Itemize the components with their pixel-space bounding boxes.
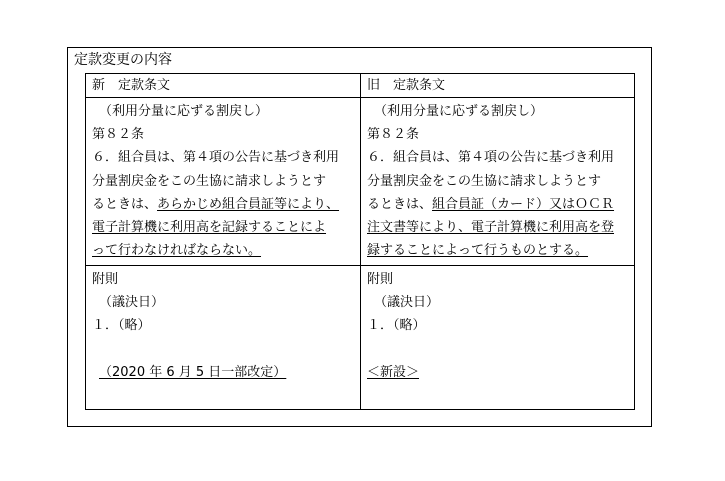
supplement-row — [86, 266, 635, 410]
old-article-heading: （利用分量に応ずる割戻し） — [374, 104, 544, 119]
new-supplement-cell — [86, 266, 361, 410]
article-row — [86, 98, 635, 266]
old-article-line-3-amended: 組合員証（カード）又はＯＣＲ — [432, 196, 615, 212]
new-article-line-3-plain: るときは、 — [92, 196, 158, 212]
old-article-line-5-amended: 録することによって行うものとする。 — [367, 243, 589, 259]
new-article-line-5-amended: って行わなければならない。 — [92, 243, 262, 259]
new-article-line-4-amended: 電子計算機に利用高を記録することによ — [92, 220, 327, 236]
old-article-line-1: ６．組合員は、第４項の公告に基づき利用 — [367, 150, 615, 166]
new-column-header: 新 定款条文 — [86, 74, 361, 98]
new-article-heading: （利用分量に応ずる割戻し） — [99, 104, 269, 119]
old-article-line-2: 分量割戻金をこの生協に請求しようとす — [367, 173, 602, 189]
spacer — [367, 338, 628, 361]
old-article-line-3 — [367, 193, 628, 216]
comparison-table — [85, 73, 635, 410]
new-article-line-2: 分量割戻金をこの生協に請求しようとす — [92, 173, 327, 189]
amendment-frame — [67, 47, 652, 427]
new-supplement-heading: 附則 — [92, 272, 119, 287]
table-header-row — [86, 74, 635, 98]
old-supplement-item: １．（略） — [367, 318, 426, 334]
section-title: 定款変更の内容 — [74, 52, 172, 68]
old-supplement-cell — [361, 266, 635, 410]
spacer — [92, 338, 354, 361]
old-article-line-3-plain: るときは、 — [367, 196, 433, 212]
old-article-cell — [361, 98, 635, 266]
new-supplement-item: １．（略） — [92, 318, 151, 334]
old-column-header: 旧 定款条文 — [361, 74, 635, 98]
old-article-number: 第８２条 — [367, 127, 420, 143]
old-supplement-heading: 附則 — [367, 272, 394, 287]
old-article-line-4-amended: 注文書等により、電子計算機に利用高を登 — [367, 220, 615, 236]
new-article-number: 第８２条 — [92, 127, 145, 143]
new-article-line-3 — [92, 193, 354, 216]
old-supplement-subheading: （議決日） — [374, 295, 440, 311]
new-article-line-3-amended: あらかじめ組合員証等により、 — [157, 196, 340, 212]
new-article-cell — [86, 98, 361, 266]
new-supplement-subheading: （議決日） — [99, 295, 165, 311]
old-supplement-new-note: ＜新設＞ — [367, 364, 420, 380]
new-article-line-1: ６．組合員は、第４項の公告に基づき利用 — [92, 150, 340, 166]
new-supplement-revision-note: （2020 年 6 月 5 日一部改定） — [99, 364, 287, 380]
